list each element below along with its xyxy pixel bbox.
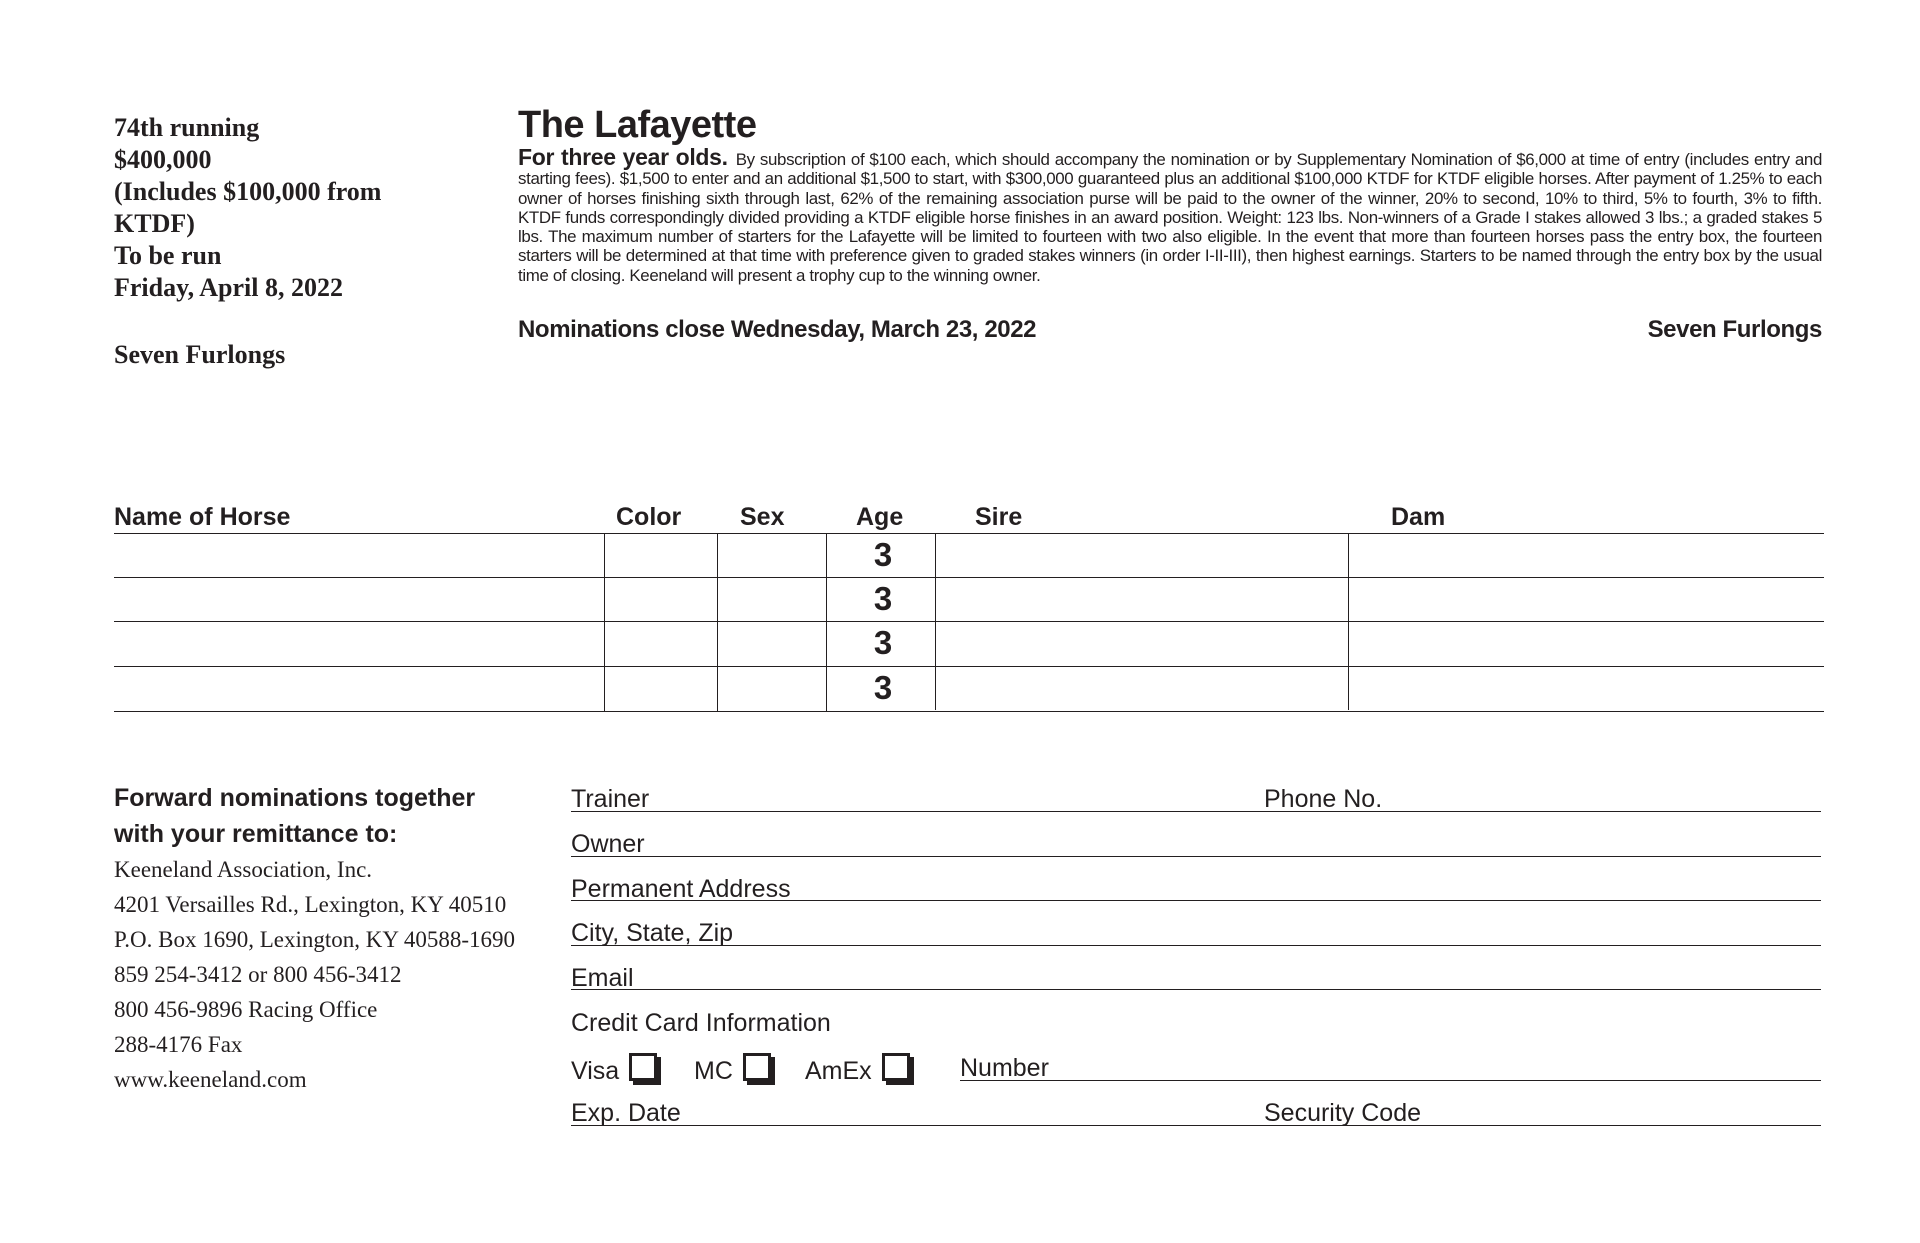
owner-field[interactable] [571,856,1821,857]
card-number-label: Number [960,1054,1049,1082]
header-dam: Dam [1391,503,1446,531]
mc-checkbox[interactable] [743,1053,771,1081]
website: www.keeneland.com [114,1067,307,1092]
column-divider [604,534,605,712]
trainer-label: Trainer [571,785,650,813]
to-be-run: To be run [114,241,222,270]
mc-label: MC [694,1057,733,1085]
header-sex: Sex [740,503,785,531]
exp-date-security-field[interactable] [571,1125,1821,1126]
address-line: 800 456-9896 Racing Office [114,997,378,1022]
security-code-label: Security Code [1264,1099,1422,1127]
mc-option [694,1053,771,1086]
header-name-of-horse: Name of Horse [114,503,291,531]
forward-heading-1: Forward nominations together [114,784,476,812]
card-number-field[interactable] [960,1080,1821,1081]
amex-label: AmEx [805,1057,872,1085]
visa-option [571,1053,657,1086]
city-state-zip-field[interactable] [571,945,1821,946]
amex-checkbox[interactable] [882,1053,910,1081]
column-divider [1348,534,1349,710]
age-value: 3 [873,536,893,573]
race-distance-right: Seven Furlongs [1647,316,1822,343]
address-field[interactable] [571,900,1821,901]
address-line: Keeneland Association, Inc. [114,857,373,882]
age-value: 3 [873,669,893,706]
header-age: Age [856,503,904,531]
column-divider [717,534,718,712]
address-line: 859 254-3412 or 800 456-3412 [114,962,402,987]
address-line: 288-4176 Fax [114,1032,243,1057]
age-value: 3 [873,624,893,661]
age-value: 3 [873,580,893,617]
race-conditions [518,144,1822,285]
race-info-block [114,112,414,304]
table-rule [114,577,1824,578]
includes-line-2: KTDF) [114,209,195,238]
table-rule [114,711,1824,712]
visa-checkbox[interactable] [629,1053,657,1081]
city-state-zip-label: City, State, Zip [571,919,734,947]
conditions-text: By subscription of $100 each, which should accompany the nomination or by Supplementary Nomination of $6,000 at time of entry (includes entry and starting fees). $1,500 to enter and an additional $1,500 to start, with $300,000 guaranteed plus an additional $100,000 KTDF for KTDF eligible horses. After payment of 1.25% to each owner of horses finishing sixth through last, 62% of the remaining association purse will be paid to the owner of the winner, 20% to second, 10% to third, 5% to fourth, 3% to fifth. KTDF funds correspondingly divided providing a KTDF eligible horse finishes in an award position. Weight: 123 lbs. Non-winners of a Grade I stakes allowed 3 lbs.; a graded stakes 5 lbs. The maximum number of starters for the Lafayette will be limited to fourteen with two also eligible. In the event that more than fourteen horses pass the entry box, the fourteen starters will be determined at that time with preference given to graded stakes winners (in order I-II-III), then highest earnings. Starters to be named through the entry box by the usual time of closing. Keeneland will present a trophy cup to the winning owner. [518,150,1822,285]
address-line: P.O. Box 1690, Lexington, KY 40588-1690 [114,927,516,952]
running-number: 74th running [114,113,260,142]
credit-card-label: Credit Card Information [571,1009,831,1037]
trainer-field[interactable] [571,811,1821,812]
address-label: Permanent Address [571,875,791,903]
phone-label: Phone No. [1264,785,1383,813]
visa-label: Visa [571,1057,620,1085]
email-label: Email [571,964,634,992]
owner-label: Owner [571,830,645,858]
exp-date-label: Exp. Date [571,1099,681,1127]
table-rule [114,666,1824,667]
table-rule [114,621,1824,622]
email-field[interactable] [571,989,1821,990]
race-title: The Lafayette [518,104,757,146]
purse: $400,000 [114,145,212,174]
race-date: Friday, April 8, 2022 [114,273,343,302]
race-distance-left: Seven Furlongs [114,340,286,369]
forward-nominations-block [114,780,544,1097]
column-divider [826,534,827,712]
includes-line-1: (Includes $100,000 from [114,177,382,206]
header-color: Color [616,503,682,531]
forward-heading-2: with your remittance to: [114,820,398,848]
nominations-close: Nominations close Wednesday, March 23, 2022 [518,316,1037,343]
header-sire: Sire [975,503,1023,531]
table-rule [114,533,1824,534]
amex-option [805,1053,910,1086]
address-line: 4201 Versailles Rd., Lexington, KY 40510 [114,892,507,917]
conditions-lead: For three year olds. [518,144,728,170]
